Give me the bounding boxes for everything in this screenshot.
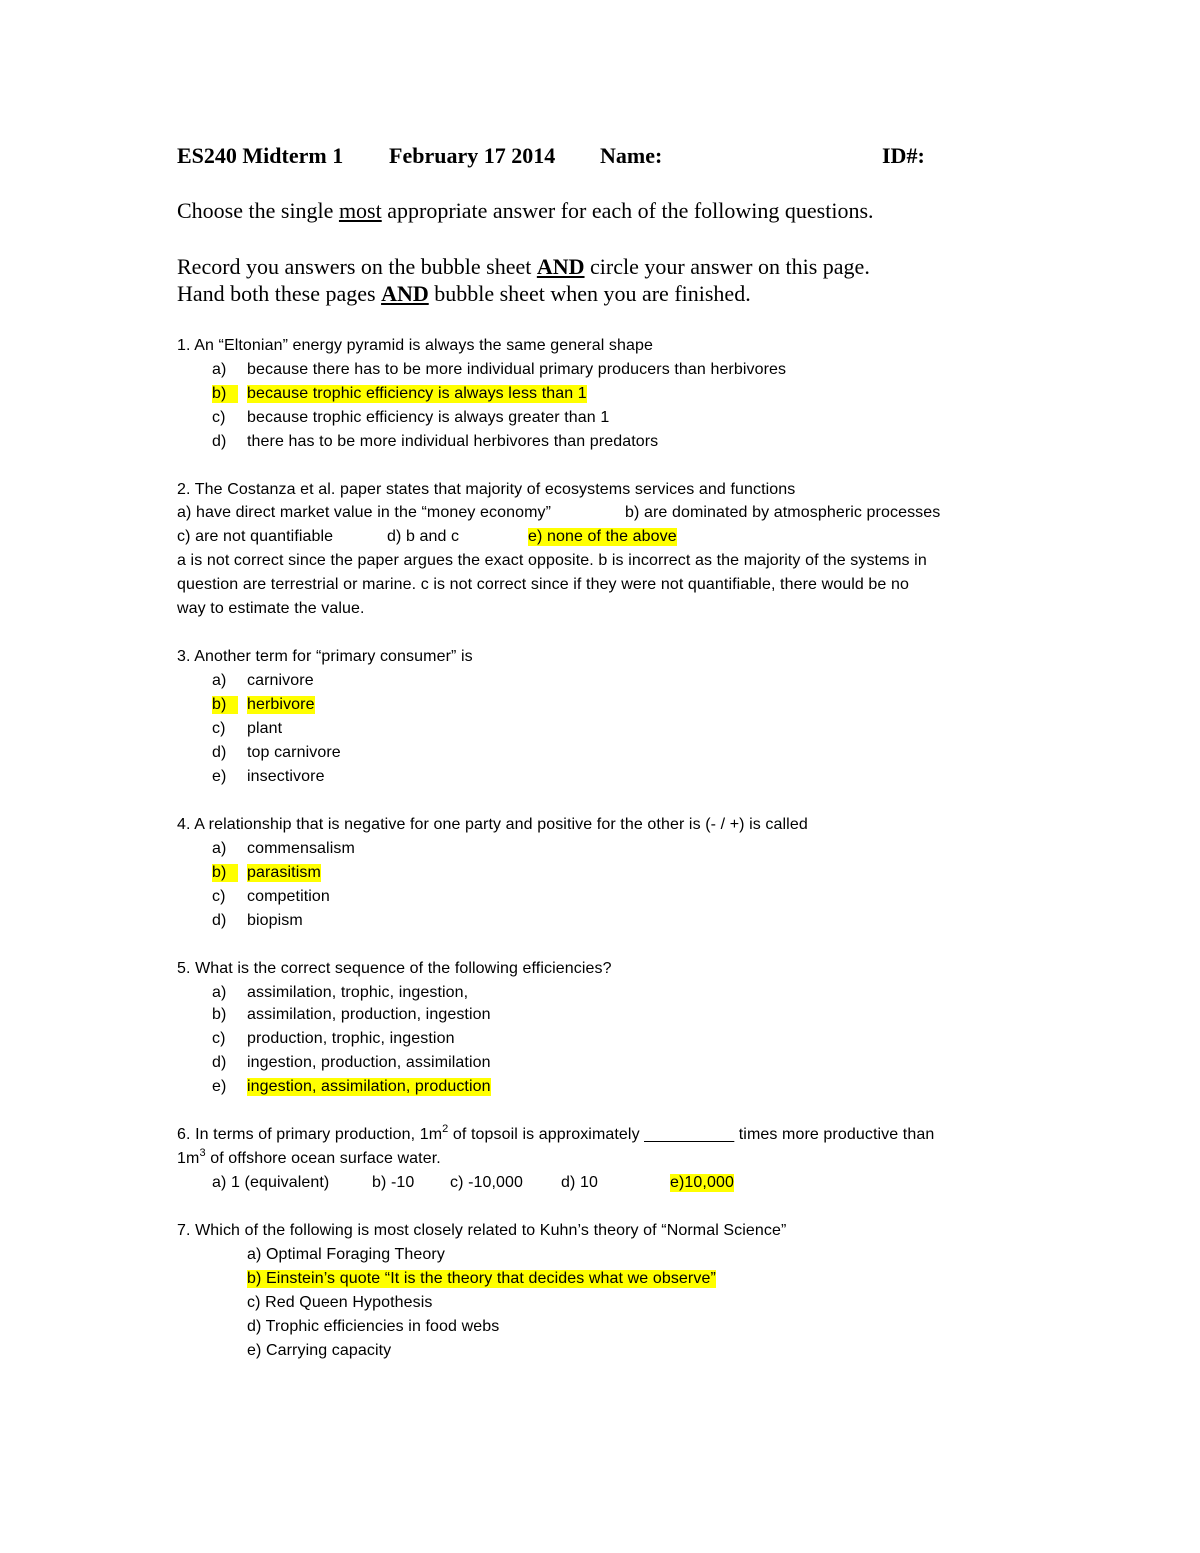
q2-option-c[interactable]: c) are not quantifiable (177, 528, 334, 545)
q7-option-a[interactable]: a) Optimal Foraging Theory (247, 1246, 445, 1263)
q6-option-d[interactable]: d) 10 (561, 1174, 598, 1191)
q2-explanation-2: question are terrestrial or marine. c is not correct since if they were not quantifiable, there would be no (177, 576, 909, 593)
q7-option-d[interactable]: d) Trophic efficiencies in food webs (247, 1318, 500, 1335)
name-label: Name: (600, 143, 663, 168)
question-2: 2. The Costanza et al. paper states that majority of ecosystems services and functions (177, 481, 796, 498)
question-5: 5. What is the correct sequence of the following efficiencies? (177, 960, 612, 977)
q2-explanation-3: way to estimate the value. (177, 600, 365, 617)
question-3: 3. Another term for “primary consumer” is (177, 648, 473, 665)
exam-header (177, 143, 343, 169)
instruction-line-2: Record you answers on the bubble sheet AND circle your answer on this page. (177, 254, 870, 279)
q6-option-b[interactable]: b) -10 (372, 1174, 415, 1191)
q6-option-a[interactable]: a) 1 (equivalent) (212, 1174, 330, 1191)
q2-option-a[interactable]: a) have direct market value in the “money economy” (177, 504, 552, 521)
q2-option-d[interactable]: d) b and c (387, 528, 460, 545)
q2-option-b[interactable]: b) are dominated by atmospheric processes (625, 504, 941, 521)
course-title: ES240 Midterm 1 (177, 143, 344, 168)
q7-option-c[interactable]: c) Red Queen Hypothesis (247, 1294, 433, 1311)
question-4: 4. A relationship that is negative for one party and positive for the other is (- / +) is called (177, 816, 808, 833)
id-label: ID#: (882, 143, 925, 168)
q7-option-e[interactable]: e) Carrying capacity (247, 1342, 392, 1359)
exam-page: ES240 Midterm 1 February 17 2014 Name: ID#: Choose the single most appropriate answer for each of the following questions. Record you answers on the bubble sheet AND circle your answer on this page. Hand both these pages AND bubble sheet when you are finished. 1. An “Eltonian” energy pyramid is always the same general shape a) because there has to be more individual primary producers than herbivores b) because trophic efficiency is always less than 1 c) because trophic efficiency is always greater than 1 d) there has to be more individual herbivores than predators 2. The Costanza et al. paper states that majority of ecosystems services and functions a) have direct market value in the “money economy” b) are dominated by atmospheric processes c) are not quantifiable d) b and c e) none of the above a is not correct since the paper argues the exact opposite. b is incorrect as the majority of the systems in question are terrestrial or marine. c is not correct since if they were not quantifiable, there would be no way to estimate the value. 3. Another term for “primary consumer” is a) carnivore b) herbivore c) plant d) top carnivore e) insectivore 4. A relationship that is negative for one party and positive for the other is (- / +) is called a) commensalism b) parasitism c) competition d) biopism 5. What is the correct sequence of the following efficiencies? a) assimilation, trophic, ingestion, b) assimilation, production, ingestion c) production, trophic, ingestion d) ingestion, production, assimilation e) ingestion, assimilation, production 6. In terms of primary production, $1m^2$ of topsoil is approximately __________ times more productive than $1m^3$ of offshore ocean surface water. a) 1 (equivalent) b) -10 c) -10,000 d) 10 e)10,000 7. Which of the following is most closely related to Kuhn’s theory of “Normal Science” a) Optimal Foraging Theory b) Einstein’s quote “It is the theory that decides what we observe” c) Red Queen Hypothesis d) Trophic efficiencies in food webs e) Carrying capacity (0, 0, 1200, 1553)
question-1: 1. An “Eltonian” energy pyramid is always the same general shape (177, 337, 653, 354)
q6-option-c[interactable]: c) -10,000 (450, 1174, 524, 1191)
q2-option-e[interactable]: e) none of the above (528, 528, 677, 545)
question-6-line-2: $1m^3$ of offshore ocean surface water. (177, 1147, 441, 1167)
question-6-line-1: 6. In terms of primary production, $1m^2$ of topsoil is approximately __________ times more productive than (177, 1123, 935, 1143)
question-7: 7. Which of the following is most closely related to Kuhn’s theory of “Normal Science” (177, 1222, 787, 1239)
q7-option-b[interactable]: b) Einstein’s quote “It is the theory that decides what we observe” (247, 1270, 716, 1287)
q2-explanation-1: a is not correct since the paper argues the exact opposite. b is incorrect as the majority of the systems in (177, 552, 927, 569)
q6-option-e[interactable]: e)10,000 (670, 1174, 734, 1191)
exam-date: February 17 2014 (389, 143, 556, 168)
instruction-line-3: Hand both these pages AND bubble sheet when you are finished. (177, 281, 751, 306)
instruction-line-1: Choose the single most appropriate answer for each of the following questions. (177, 198, 874, 223)
